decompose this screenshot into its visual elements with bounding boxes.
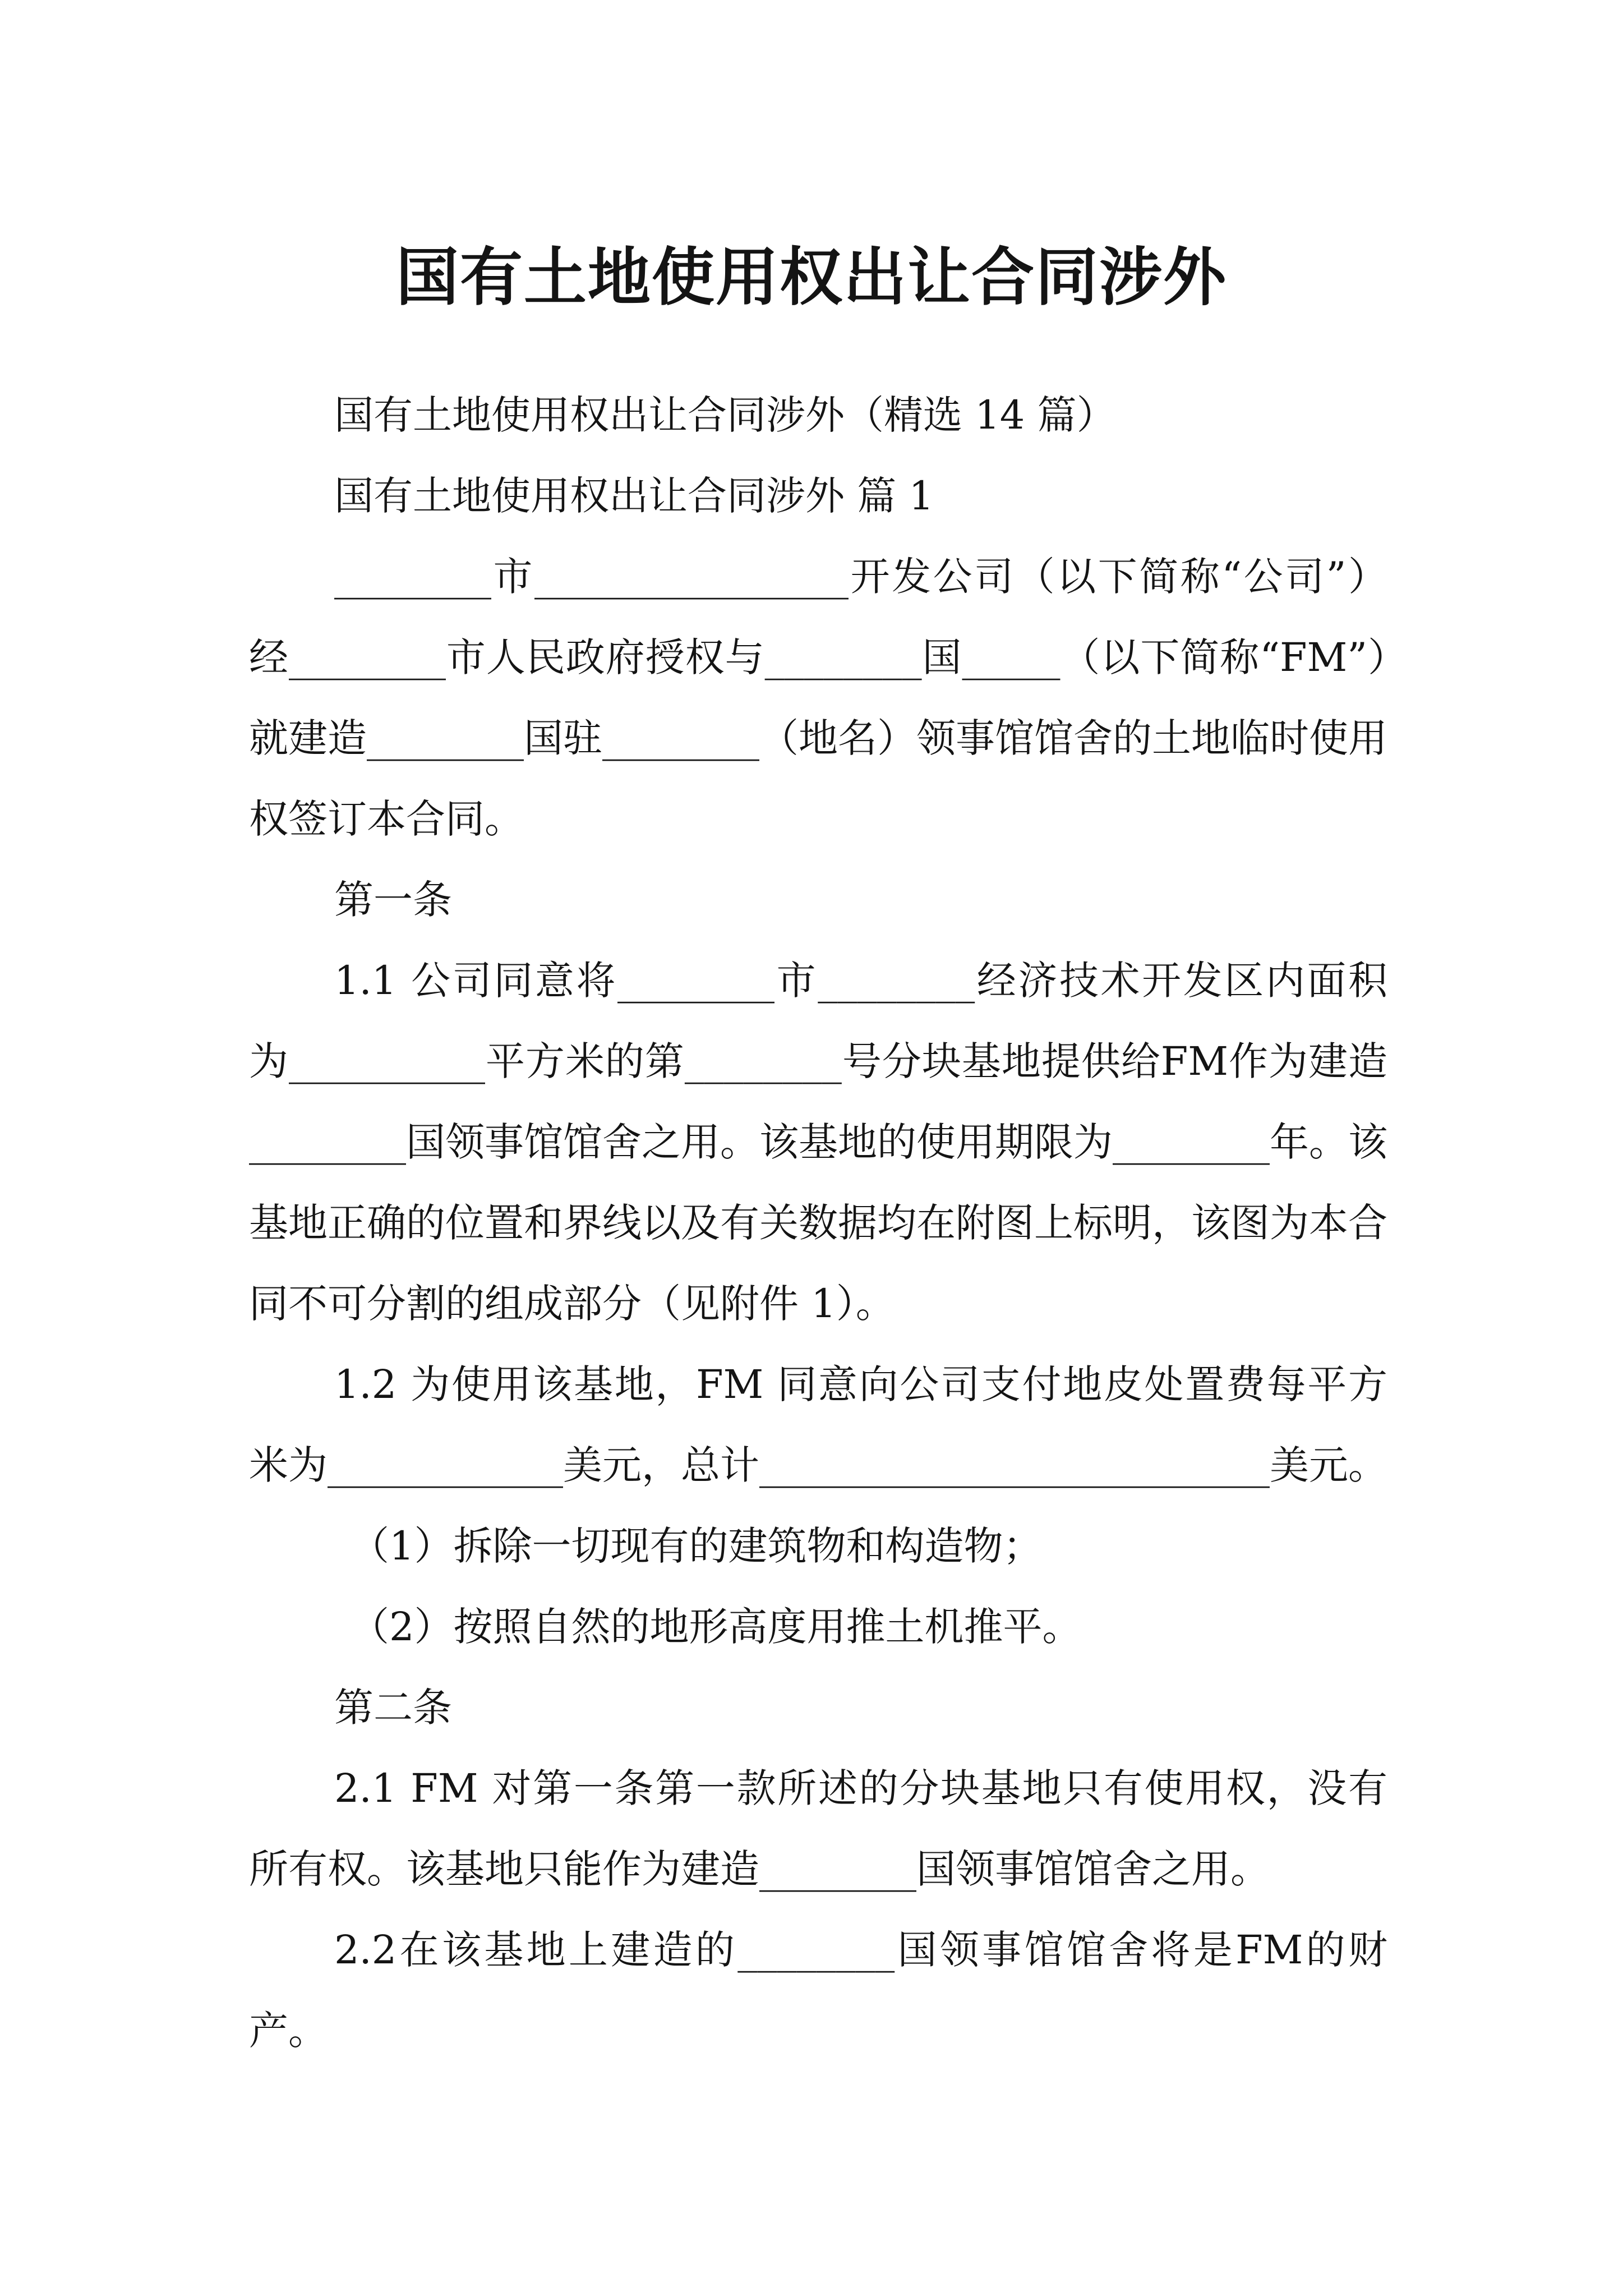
preamble-paragraph: ________市________________开发公司（以下简称“公司”）经________市人民政府授权与________国_____（以下简称“FM”）就建造________国驻________（地名）领事馆馆舍的土地临时使用权签订本合同。: [249, 554, 1387, 842]
clause-paragraph: 2.2在该基地上建造的________国领事馆馆舍将是FM的财产。: [249, 1927, 1387, 2054]
clause-paragraph: 1.2 为使用该基地，FM 同意向公司支付地皮处置费每平方米为____________美元，总计__________________________美元。: [249, 1361, 1387, 1488]
list-item: （1）拆除一切现有的建筑物和构造物；: [350, 1523, 1043, 1569]
section-heading: 国有土地使用权出让合同涉外 篇 1: [334, 473, 934, 519]
list-item: （2）按照自然的地形高度用推土机推平。: [350, 1604, 1082, 1650]
article-heading: 第一条: [334, 877, 452, 923]
article-heading: 第二条: [334, 1685, 452, 1731]
summary-line: 国有土地使用权出让合同涉外（精选 14 篇）: [334, 392, 1116, 438]
clause-paragraph: 2.1 FM 对第一条第一款所述的分块基地只有使用权，没有所有权。该基地只能作为建造________国领事馆馆舍之用。: [249, 1765, 1387, 1892]
document-body: [249, 375, 1387, 2071]
clause-paragraph: 1.1 公司同意将________市________经济技术开发区内面积为__________平方米的第________号分块基地提供给FM作为建造________国领事馆馆舍之用。该基地的使用期限为________年。该基地正确的位置和界线以及有关数据均在附图上标明，该图为本合同不可分割的组成部分（见附件 1）。: [249, 958, 1387, 1327]
document-title: 国有土地使用权出让合同涉外: [396, 241, 1227, 315]
